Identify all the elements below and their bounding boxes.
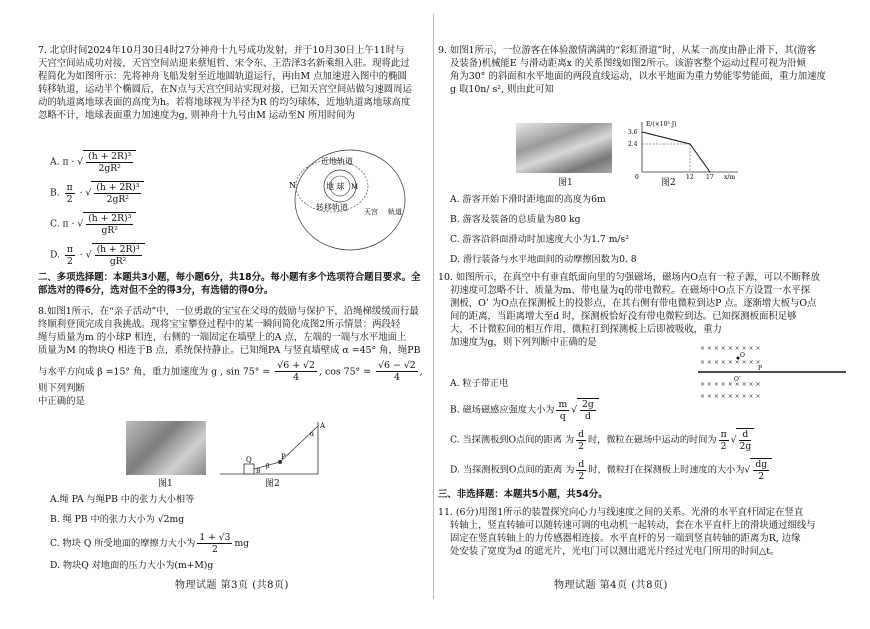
q7-line: 7. 北京时间2024年10月30日4时27分神舟十九号成功发射，并于10月30日上午11时与 [38,45,405,56]
q8-line: 终顺利登顶完成自我挑战。现将宝宝攀登过程中的某一瞬间简化成图2所示情景：两段轻 [38,318,401,330]
q7-option-a: A. π · √ $\frac{\text{(h + 2R)³}}{\text{2gR²}}$ [50,150,136,174]
q7-line: 忽略不计，地球表面重力加速度为g, 则神舟十九号由M 运动至N 所用时间为 [38,109,355,121]
origin-label: 0 [635,174,639,180]
q7-line: 天宫空间站成功对接，天宫空间站迎来蔡旭哲、宋令东、王浩泽3名新乘组入驻。现将此过 [38,57,410,69]
svg-text:× × × × × × × × ×: × × × × × × × × × [700,381,761,388]
point-m-label: M [351,183,359,191]
q11-line: 固定在竖直转轴上的力传感器相连接。水平直杆的另一端到竖直转轴的距离为R, 边缘 [450,532,801,544]
q9-option-a: A. 游客开始下滑时距地面的高度为6m [450,194,606,205]
x-tick-1: 12 [686,174,694,180]
q10-line: 初速度可忽略不计、质量为m、带电量为q的带电微粒。在磁场中O点下方设置一水平探 [450,284,811,296]
q7-line: 程简化为如图所示：先将神舟飞船发射至近地圆轨道运行，再由M 点加速进入图中的椭圆 [38,70,407,82]
q9-line: 角为30° 的斜面和水平地面的两段直线运动，以水平地面为重力势能零势能面，重力加速度 [450,70,826,82]
left-page [0,0,432,629]
magnetic-field-diagram [698,340,848,400]
orbit-diagram [288,146,413,254]
label-p: P [758,365,763,372]
q8-option-c: C. 物块 Q 所受地面的摩擦力大小为 $\frac{1 + √3}{2}$ mg [50,532,250,556]
q10-option-b: B. 磁场磁感应强度大小为 $\frac{m}{q}$ √ $\frac{2g}{d}$ [450,398,599,422]
near-orbit-label: 近地轨道 [321,157,353,166]
q7-line: 转移轨道，运动半个椭圆后，在N点与天宫空间站实现对接，已知天宫空间站做匀速圆周运 [38,83,412,95]
orbit-label: 轨道 [388,208,402,216]
label-b: B [256,468,261,475]
q9-fig2-caption: 图2 [661,178,676,188]
q8-option-a: A.绳 PA 与绳PB 中的张力大小相等 [50,494,195,505]
label-o-prime: O’ [734,376,741,383]
q9-line: 9. 如图1所示，一位游客在体验激情满满的“彩虹滑道”时，从某一高度由静止滑下，其(游客 [438,45,817,56]
q8-line: 与水平方向成 β =15° 角，重力加速度为 g , sin 75° = $\frac{√6 + √2}{4}$ , cos 75° = $\frac{√6 - √2}{4}$ , 则下列判断 [38,359,423,395]
q10-line: 测板，O’ 为O点在探测板上的投影点，在其右侧有带电微粒到达P 点。逐渐增大板与O点 [450,297,817,309]
q11-line: 处安装了宽度为d 的遮光片，光电门可以测出遮光片经过光电门所用的时间△t。 [450,545,780,557]
q8-fig2-caption: 图2 [265,479,280,489]
footer-left: 物理试题 第3页 (共8页) [175,580,289,591]
page-divider [433,14,434,599]
sqrt-symbol: √ $\frac{\text{(h + 2R)³}}{\text{2gR²}}$ [77,150,136,174]
q8-fig1-caption: 图1 [158,479,173,489]
earth-label: 地 球 [326,182,345,191]
svg-text:× × × × × × × × ×: × × × × × × × × × [700,345,761,352]
q11-line: 转轴上，竖直转轴可以随转速可调的电动机一起转动，套在水平直杆上的滑块通过细线与 [450,519,816,531]
q8-line: 质量为M 的物块Q 相连于B 点，系统保持静止。已知绳PA 与竖直墙壁成 α =45° 角，绳PB [38,344,421,356]
q9-option-b: B. 游客及装备的总质量为80 kg [450,214,581,225]
question-8-text [38,306,423,409]
label-q: Q [246,456,252,464]
q7-line: 动的轨道离地球表面的高度为h。若将地球视为半径为R 的均匀球体，近地轨道离地球高度 [38,96,411,108]
label-p: P [281,453,286,461]
rope-diagram [218,418,330,478]
svg-text:× × × × × × × × ×: × × × × × × × × × [700,359,761,366]
svg-text:× × × × × × × × ×: × × × × × × × × × [700,393,761,400]
point-n-label: N [289,181,296,190]
footer-right: 物理试题 第4页 (共8页) [554,580,668,591]
label-alpha: α [310,431,315,438]
q8-line: 绳与质量为m 的小球P 相连，右侧的一端固定在墙壁上的A 点，左端的一端与水平地面上 [38,331,407,343]
section-3-header: 三、非选择题：本题共5小题，共54分。 [438,489,608,500]
block-q [244,464,254,474]
q10-line: 加速度为g，则下列判断中正确的是 [450,336,597,348]
q8-option-b: B. 绳 PB 中的张力大小为 √2mg [50,514,185,525]
q9-option-c: C. 游客沿斜面滑动时加速度大小为1.7 m/s² [450,234,629,245]
q10-line: 10. 如图所示，在真空中有垂直纸面向里的匀强磁场，磁场内O点有一粒子源，可以不断释放 [438,272,820,283]
q7-option-b: B. $\frac{\pi}{2}$ · √ $\frac{\text{(h + 2R)³}}{\text{2gR²}}$ [50,181,144,205]
q7-option-c: C. π · √ $\frac{\text{(h + 2R)³}}{\text{gR²}}$ [50,212,136,236]
q8-option-d: D. 物块Q 对地面的压力大小为(m+M)g [50,560,214,571]
q11-line: 11. (6分)用图1所示的装置探究向心力与线速度之间的关系。光滑的水平直杆固定在竖直 [438,507,804,518]
x-axis-label: x/m [724,174,736,180]
slide-photo [516,123,612,173]
q9-fig1-caption: 图1 [558,178,573,188]
label-a: A [320,422,326,430]
label-o: O [740,352,745,359]
question-10-text [438,272,850,350]
q10-line: 间的距离，当距离增大至d 时，探测板恰好没有带电微粒到达。已知探测板面积足够 [450,310,797,322]
q8-line: 8.如图1所示，在“亲子活动”中，一位勇敢的宝宝在父母的鼓励与保护下，沿绳梯缓缓而行最 [38,306,419,317]
section-2-header: 二、多项选择题：本题共3小题，每小题6分，共18分。每小题有多个选项符合题目要求。全 部选对的得6分，选对但不全的得3分，有选错的得0分。 [38,272,421,296]
question-7-text [38,45,418,123]
q10-option-d: D. 当探测板到O点间的距离 为 $\frac{d}{2}$ 时，微粒打在探测板上时速度的大小为√ $\frac{dg}{2}$ [450,458,772,482]
q9-line: 及装备)机械能E 与滑动距离x 的关系图线如图2所示。该游客整个运动过程可视为沿倾 [450,57,806,69]
x-tick-2: 17 [706,174,714,180]
y-axis-label: E/(×10³ J) [646,121,677,128]
y-tick-1: 3.6 [628,129,638,136]
question-11-text [438,507,850,559]
q10-option-a: A. 粒子带正电 [450,378,509,389]
q9-line: g 取10n/ s², 则由此可知 [450,83,554,95]
q9-option-d: D. 滑行装备与水平地面间的动摩擦因数为0. 8 [450,254,637,265]
q7-option-d: D. $\frac{\pi}{2}$ · √ $\frac{\text{(h + 2R)³}}{\text{gR²}}$ [50,243,145,267]
label-beta: β [266,463,270,470]
energy-line [642,132,710,172]
q10-line: 大，不计微粒间的相互作用，微粒打到探测板上后即被吸收，重力 [450,323,722,335]
transfer-orbit-label: 转移轨道 [316,203,348,212]
q8-line: 中正确的是 [38,396,85,408]
right-page [436,0,870,629]
station-label: 天宫 [364,208,378,216]
q10-option-c: C. 当探测板到O点间的距离 为 $\frac{d}{2}$ 时，微粒在磁场中运动的时间为 $\frac{\pi}{2}$ √ $\frac{d}{2g}$ [450,428,754,452]
parent-child-photo [126,421,206,475]
y-tick-2: 2.4 [628,141,638,148]
energy-graph [626,118,748,180]
question-9-text [438,45,850,97]
